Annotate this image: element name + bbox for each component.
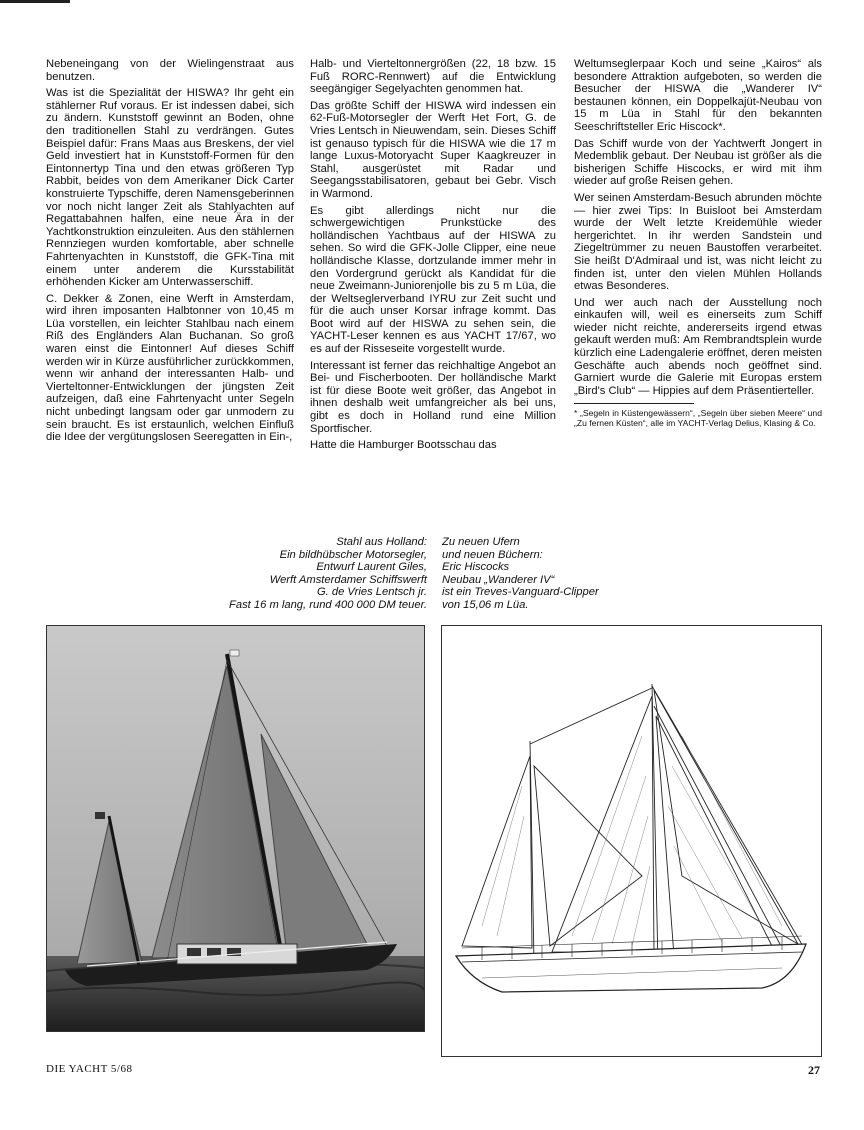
article-column-1 bbox=[46, 58, 294, 448]
photo-caption bbox=[229, 536, 427, 612]
magazine-issue: DIE YACHT 5/68 bbox=[46, 1063, 133, 1075]
top-rule bbox=[0, 0, 70, 3]
footnote-divider bbox=[574, 403, 694, 404]
caption-line: Eric Hiscocks bbox=[442, 561, 510, 574]
caption-line: Ein bildhübscher Motorsegler, bbox=[279, 548, 427, 561]
paragraph: Das Schiff wurde von der Yachtwerft Jongert in Medemblik gebaut. Der Neubau ist größer als die bisherigen Schiffe Hiscocks, er wird mit ihm wieder auf große Reisen gehen. bbox=[574, 137, 822, 188]
caption-line: Neubau „Wanderer IV“ bbox=[442, 573, 555, 586]
caption-line: G. de Vries Lentsch jr. bbox=[316, 586, 427, 599]
article-column-2 bbox=[310, 58, 556, 456]
paragraph: Das größte Schiff der HISWA wird indessen ein 62-Fuß-Motorsegler der Werft Het Fort, G. de Vries Lentsch in Nieuwendam, sein. Dieses Schiff ist genauso typisch für die HISWA wie die 17 m lange Luxus-Motoryacht Super Kaagkreuzer in Stahl, ausgerüstet mit Radar und Seegangsstabilisatoren, gebaut bei Gebr. Visch in Warmond. bbox=[310, 99, 556, 200]
drawing-caption bbox=[442, 536, 599, 612]
paragraph: Interessant ist ferner das reichhaltige Angebot an Bei- und Fischerbooten. Der holländische Markt ist für diese Boote weit größer, das Angebot in ihnen deshalb weit umfangreicher als bei uns, gibt es doch in Holland rund eine Million Sportfischer. bbox=[310, 359, 556, 435]
caption-line: Zu neuen Ufern bbox=[442, 536, 520, 548]
paragraph: Nebeneingang von der Wielingenstraat aus benutzen. bbox=[46, 58, 294, 83]
caption-line: Fast 16 m lang, rund 400 000 DM teuer. bbox=[229, 598, 427, 611]
page-number: 27 bbox=[808, 1063, 820, 1077]
caption-line: ist ein Treves-Vanguard-Clipper bbox=[442, 586, 599, 599]
footnote: * „Segeln in Küstengewässern“, „Segeln über sieben Meere“ und „Zu fernen Küsten“, alle im YACHT-Verlag Delius, Klasing & Co. bbox=[574, 408, 822, 429]
article-column-3 bbox=[574, 58, 822, 432]
motorsailer-photo bbox=[46, 625, 425, 1032]
paragraph: Hatte die Hamburger Bootsschau das bbox=[310, 439, 497, 452]
sail-plan-drawing bbox=[441, 625, 822, 1057]
paragraph: Halb- und Vierteltonnergrößen (22, 18 bzw. 15 Fuß RORC-Rennwert) auf die Entwicklung seegängiger Segelyachten genommen hat. bbox=[310, 58, 556, 96]
paragraph: Was ist die Spezialität der HISWA? Ihr geht ein stählerner Ruf voraus. Er ist indessen dabei, sich zu ändern. Kunststoff gewinnt an Boden, ohne den traditionellen Stahl zu verdrängen. Gutes Beispiel dafür: Frans Maas aus Breskens, der viel Geld investiert hat in Kunststoff-Formen für den Eintonnertyp Tina und den etwas größeren Typ Rabbit, beides von dem Amerikaner Dick Carter konstruierte Typschiffe, deren Namensgeberinnen vor noch nicht langer Zeit als Stahlyachten auf Regattabahnen halfen, eine neue Ära in der Yachtkonstruktion einzuleiten. Aus den stählernen Rennziegen wurden komfortable, aber schnelle Fahrtenyachten in Kunststoff, die GFK-Tina mit einem unter anderem die Kursstabilität erhöhenden Kicker am Unterwasserschiff. bbox=[46, 87, 294, 289]
caption-line: von 15,06 m Lüa. bbox=[442, 598, 529, 611]
paragraph: Es gibt allerdings nicht nur die schwergewichtigen Prunkstücke des holländischen Yachtbaus auf der HISWA zu sehen. So wird die GFK-Jolle Clipper, eine neue holländische Klasse, dortzulande immer mehr in den Vordergrund gerückt als Kandidat für die neue Zweimann-Juniorenjolle bis zu 5 m Lüa, die der Weltseglerverband IYRU zur Zeit sucht und für die auch unser Korsar infrage kommt. Das Boot wird auf der HISWA zu sehen sein, die YACHT-Leser kennen es aus YACHT 17/67, wo es auf der Risseseite vorgestellt wurde. bbox=[310, 204, 556, 356]
caption-line: Entwurf Laurent Giles, bbox=[316, 561, 427, 574]
caption-line: Werft Amsterdamer Schiffswerft bbox=[269, 573, 427, 586]
paragraph: Weltumseglerpaar Koch und seine „Kairos“ als besondere Attraktion aufgeboten, so werden die Besucher der HISWA die „Wanderer IV“ bestaunen können, ein Doppelkajüt-Neubau von 15 m Lüa in Stahl für den bekannten Seeschriftsteller Eric Hiscock*. bbox=[574, 58, 822, 133]
paragraph: Und wer auch nach der Ausstellung noch einkaufen will, weil es einerseits zum Schiff wieder nicht reichte, andererseits irgend etwas gekauft werden muß: Am Rembrandtsplein wurde kürzlich eine Ladengalerie eröffnet, deren meisten Geschäfte auch abends noch geöffnet sind. Garniert wurde die Galerie mit Europas erstem „Bird's Club“ — Hippies auf dem Präsentierteller. bbox=[574, 296, 822, 397]
paragraph: Wer seinen Amsterdam-Besuch abrunden möchte — hier zwei Tips: In Buisloot bei Amsterdam wurde der Welt letzte Kreidemühle wieder hergerichtet. In ihr werden Sandstein und Ziegeltrümmer zu neuen Baustoffen verarbeitet. Sie heißt D'Admiraal und ist, was nicht leicht zu finden ist, unter den vielen Mühlen Hollands etwas Besonderes. bbox=[574, 191, 822, 293]
caption-line: Stahl aus Holland: bbox=[336, 536, 427, 548]
paragraph: C. Dekker & Zonen, eine Werft in Amsterdam, wird ihren imposanten Halbtonner von 10,45 m Lüa vorstellen, ein leichter Stahlbau nach einem Riß des Engländers Alan Buchanan. So groß waren einst die Eintonner! Auf dieses Schiff werden wir in Kürze ausführlicher zurückkommen, wenn wir anhand der interessanten Halb- und Vierteltonner-Entwicklungen der jüngsten Zeit aufzeigen, daß eine Fahrtenyacht unter Segeln nicht unbedingt langsam oder gar unmodern zu sein braucht. Es ist erstaunlich, welchen Einfluß die Idee der vergütungslosen Seeregatten in Ein-, bbox=[46, 292, 294, 444]
caption-line: und neuen Büchern: bbox=[442, 548, 543, 561]
